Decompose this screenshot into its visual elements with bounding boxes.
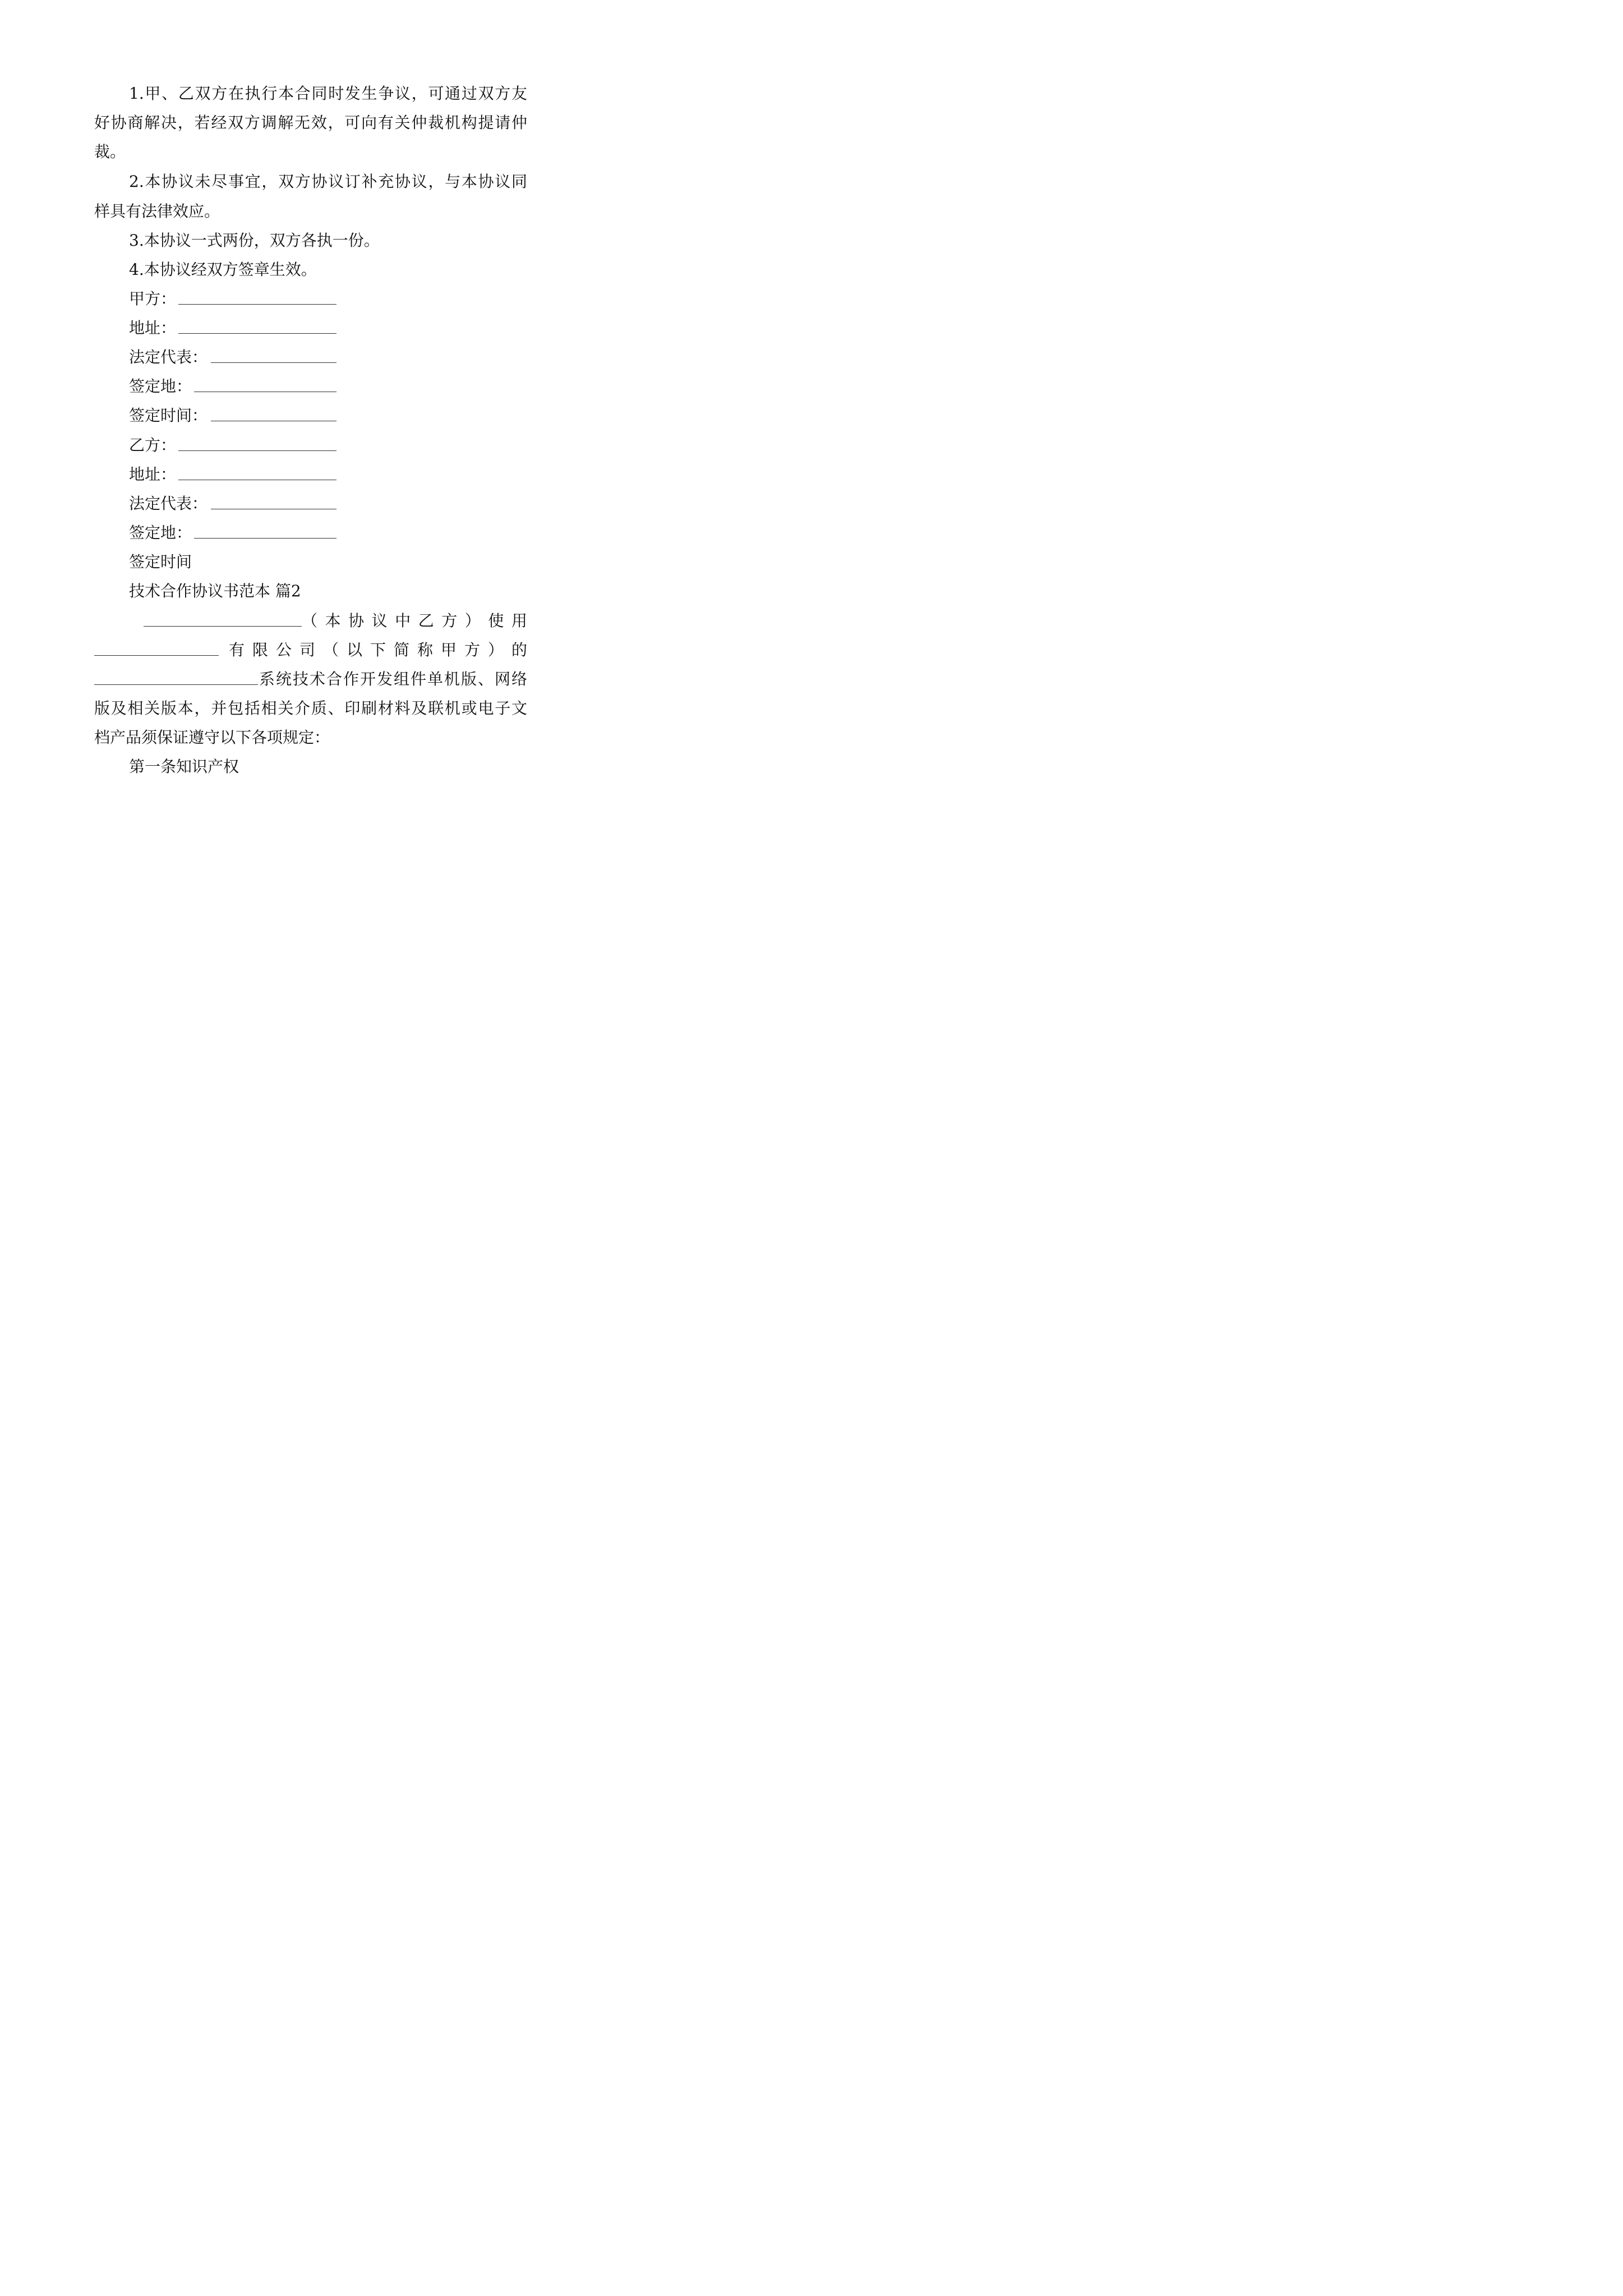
party-a-representative-label: 法定代表：	[129, 348, 208, 366]
party-b-field	[129, 436, 176, 455]
party-b-name-blank[interactable]	[144, 611, 302, 627]
party-a-label: 甲方：	[129, 289, 177, 308]
party-a-signing-place-blank[interactable]	[194, 377, 336, 392]
section-2-intro-line-3-text: 系统技术合作开发组件单机版、网络	[259, 670, 527, 688]
party-a-address-label: 地址：	[129, 319, 177, 337]
party-b-representative-label: 法定代表：	[129, 494, 208, 513]
article-1-heading: 第一条知识产权	[129, 757, 239, 776]
section-2-intro-line-5: 档产品须保证遵守以下各项规定：	[94, 728, 330, 747]
party-b-address-field	[129, 465, 176, 484]
party-a-address-blank[interactable]	[178, 319, 336, 334]
clause-3-line-1: 3.本协议一式两份，双方各执一份。	[129, 231, 380, 250]
party-a-representative-field	[129, 348, 208, 367]
clause-2-line-1: 2.本协议未尽事宜，双方协议订补充协议，与本协议同	[129, 172, 527, 191]
section-2-intro-line-1-text: （本协议中乙方）使用	[302, 611, 527, 630]
party-b-address-label: 地址：	[129, 465, 177, 484]
section-2-intro-line-1	[144, 611, 527, 631]
party-a-representative-blank[interactable]	[211, 348, 336, 363]
section-2-intro-line-3	[94, 670, 527, 689]
party-b-signing-place-label: 签定地：	[129, 523, 192, 542]
clause-1-line-3: 裁。	[94, 142, 126, 161]
final-signing-time-label: 签定时间	[129, 553, 192, 571]
party-b-label: 乙方：	[129, 436, 177, 454]
section-2-intro-line-2	[94, 641, 527, 660]
party-b-representative-field	[129, 494, 208, 513]
party-a-signing-place-label: 签定地：	[129, 377, 192, 395]
company-name-blank[interactable]	[94, 641, 219, 656]
party-b-representative-blank[interactable]	[211, 494, 336, 509]
system-name-blank[interactable]	[94, 670, 258, 685]
party-a-signing-time-label: 签定时间：	[129, 406, 208, 425]
section-2-heading: 技术合作协议书范本 篇2	[129, 582, 301, 600]
party-a-signing-time-blank[interactable]	[211, 406, 336, 421]
clause-1-line-1: 1.甲、乙双方在执行本合同时发生争议，可通过双方友	[129, 84, 527, 103]
party-a-signing-place-field	[129, 377, 192, 396]
party-b-blank[interactable]	[178, 436, 336, 451]
party-b-signing-place-field	[129, 523, 192, 542]
clause-2-line-2: 样具有法律效应。	[94, 202, 220, 220]
section-2-intro-line-2-text: 有限公司（以下简称甲方）的	[229, 641, 527, 659]
party-a-signing-time-field	[129, 406, 208, 425]
party-b-signing-place-blank[interactable]	[194, 523, 336, 539]
document-page	[0, 0, 617, 872]
clause-1-line-2: 好协商解决，若经双方调解无效，可向有关仲裁机构提请仲	[94, 113, 527, 132]
party-b-address-blank[interactable]	[178, 465, 336, 480]
party-a-blank[interactable]	[178, 289, 336, 305]
clause-4-line-1: 4.本协议经双方签章生效。	[129, 260, 317, 279]
party-a-field	[129, 289, 176, 309]
section-2-intro-line-4: 版及相关版本，并包括相关介质、印刷材料及联机或电子文	[94, 699, 527, 717]
party-a-address-field	[129, 319, 176, 338]
